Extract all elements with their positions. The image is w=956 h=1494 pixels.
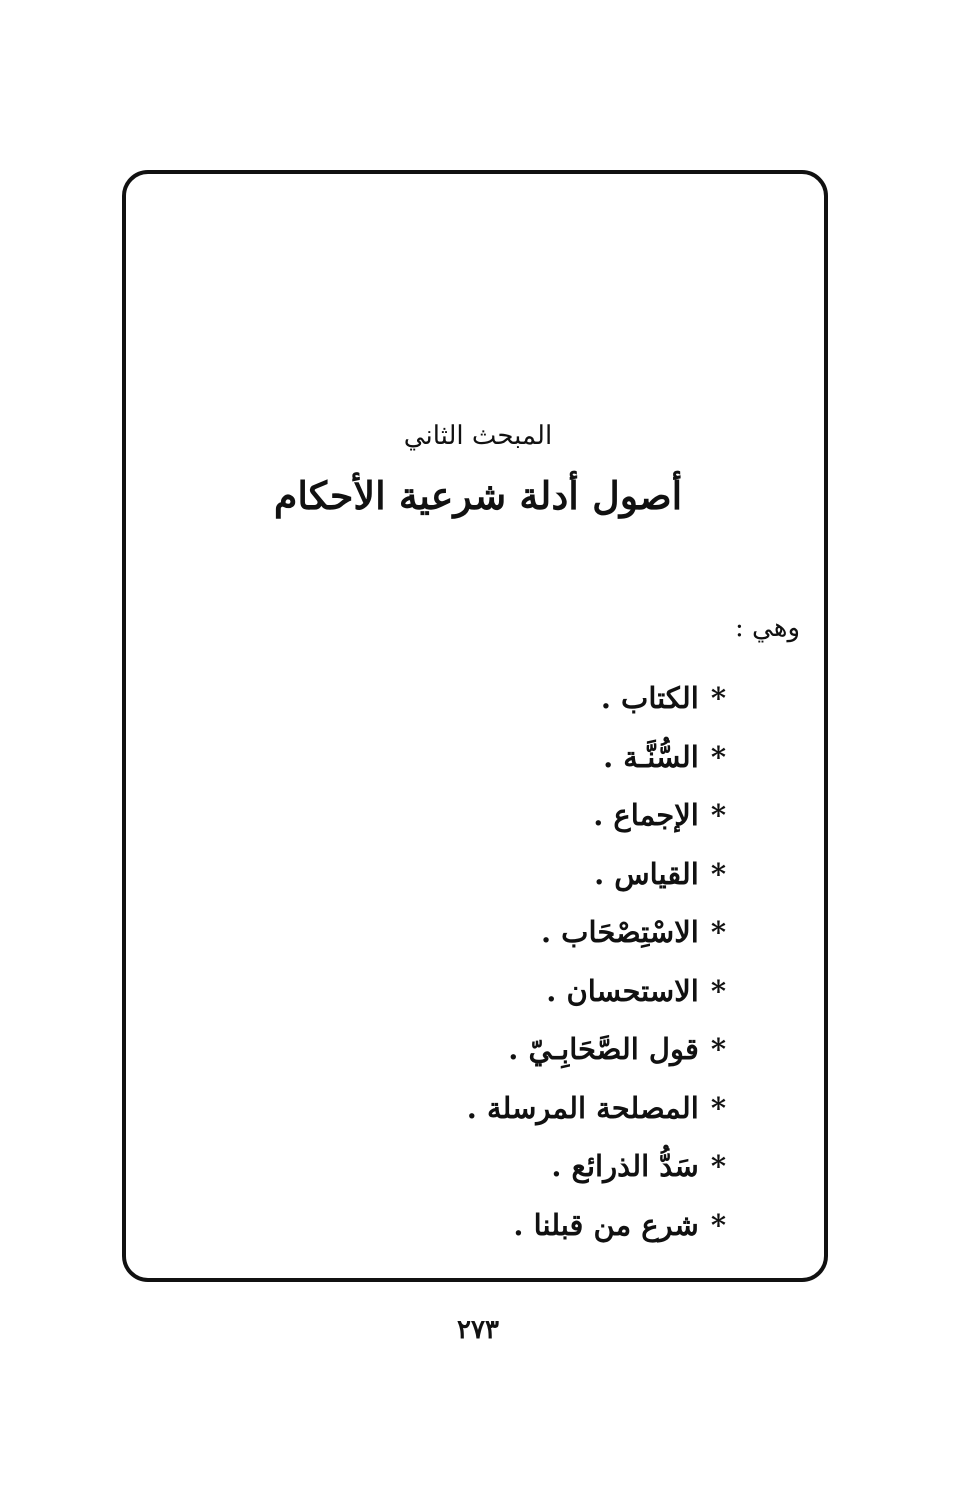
- asterisk-icon: *: [710, 1149, 726, 1183]
- list-item: [467, 1144, 726, 1203]
- list-item: [467, 1086, 726, 1145]
- list-item: [467, 676, 726, 735]
- list-item-text: الإجماع .: [593, 798, 699, 832]
- list-item-text: الاستحسان .: [546, 973, 699, 1008]
- list-item-text: شرع من قبلنا .: [513, 1207, 699, 1242]
- list-item: [467, 793, 726, 852]
- asterisk-icon: *: [710, 681, 726, 715]
- list-item: [467, 1027, 726, 1086]
- asterisk-icon: *: [710, 856, 726, 891]
- list-item: [467, 735, 726, 794]
- section-title: أصول أدلة شرعية الأحكام: [273, 473, 683, 518]
- list-item-text: المصلحة المرسلة .: [466, 1090, 699, 1125]
- evidence-list: [467, 676, 726, 1261]
- asterisk-icon: *: [710, 739, 726, 774]
- list-item-text: القياس .: [594, 856, 699, 891]
- list-item: [467, 910, 726, 969]
- list-item: [467, 969, 726, 1028]
- list-item: [467, 1203, 726, 1262]
- list-item-text: الكتاب .: [600, 681, 699, 715]
- section-label: المبحث الثاني: [403, 421, 553, 451]
- intro-text: وهي :: [735, 613, 800, 643]
- asterisk-icon: *: [710, 798, 726, 832]
- asterisk-icon: *: [710, 1032, 726, 1066]
- asterisk-icon: *: [710, 915, 726, 949]
- list-item-text: السُّنَّـة .: [603, 739, 699, 774]
- asterisk-icon: *: [710, 1207, 726, 1242]
- page-number: ٢٧٣: [457, 1315, 499, 1345]
- list-item-text: قول الصَّحَابِـيّ .: [508, 1032, 699, 1066]
- asterisk-icon: *: [710, 973, 726, 1008]
- asterisk-icon: *: [710, 1090, 726, 1125]
- list-item-text: الاسْتِصْحَاب .: [540, 915, 699, 949]
- list-item: [467, 852, 726, 911]
- list-item-text: سَدُّ الذرائع .: [551, 1149, 699, 1183]
